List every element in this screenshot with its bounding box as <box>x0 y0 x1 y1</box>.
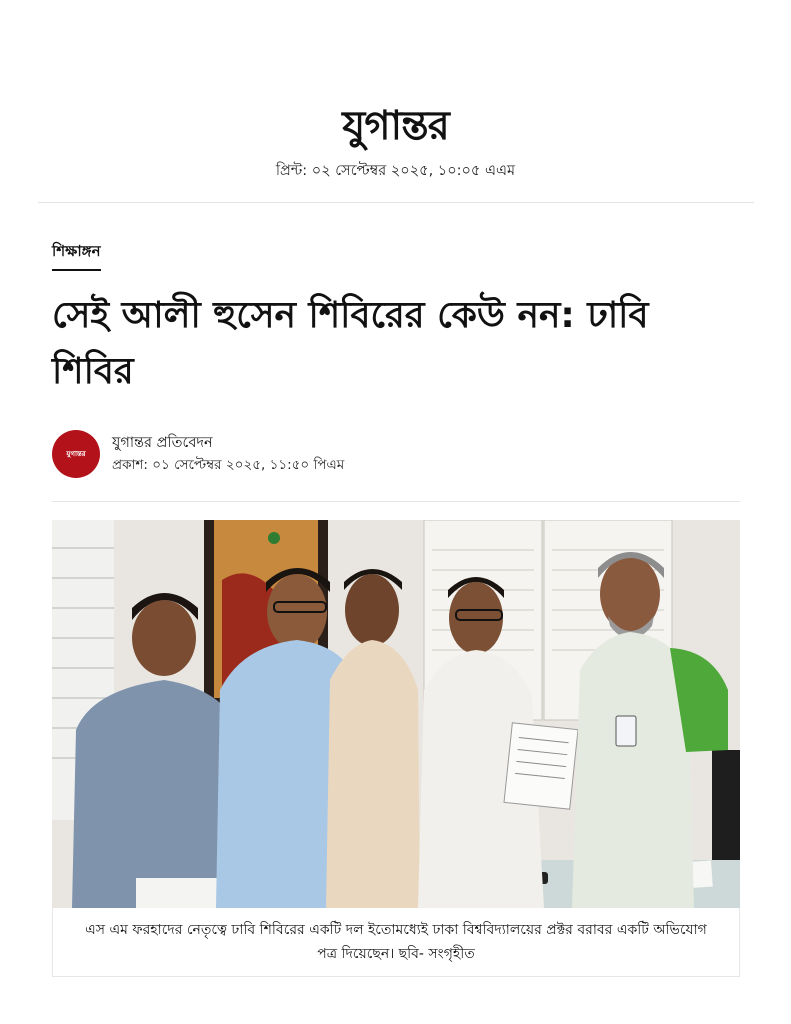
publish-date: প্রকাশ: ০১ সেপ্টেম্বর ২০২৫, ১১:৫০ পিএম <box>112 457 345 473</box>
photo-illustration <box>52 520 740 908</box>
avatar-logo-text: যুগান্তর <box>66 449 86 458</box>
photo-caption: এস এম ফরহাদের নেতৃত্বে ঢাবি শিবিরের একটি দল ইতোমধ্যেই ঢাকা বিশ্ববিদ্যালয়ের প্রক্টর বরাবর একটি অভিযোগ পত্র দিয়েছেন। ছবি- সংগৃহীত <box>85 922 707 962</box>
article-headline: সেই আলী হুসেন শিবিরের কেউ নন: ঢাবি শিবির <box>52 295 649 392</box>
byline-text <box>112 432 512 476</box>
photo-caption-box <box>52 908 740 977</box>
category-link[interactable]: শিক্ষাঙ্গন <box>52 240 101 271</box>
print-date: প্রিন্ট: ০২ সেপ্টেম্বর ২০২৫, ১০:০৫ এএম <box>275 163 516 179</box>
masthead <box>0 100 791 184</box>
header-divider <box>38 202 754 203</box>
author-avatar <box>52 430 100 478</box>
newspaper-logo[interactable]: যুগান্তর <box>342 102 449 149</box>
byline-divider <box>52 501 740 502</box>
author-name[interactable]: যুগান্তর প্রতিবেদন <box>112 435 213 451</box>
article-photo <box>52 520 740 908</box>
